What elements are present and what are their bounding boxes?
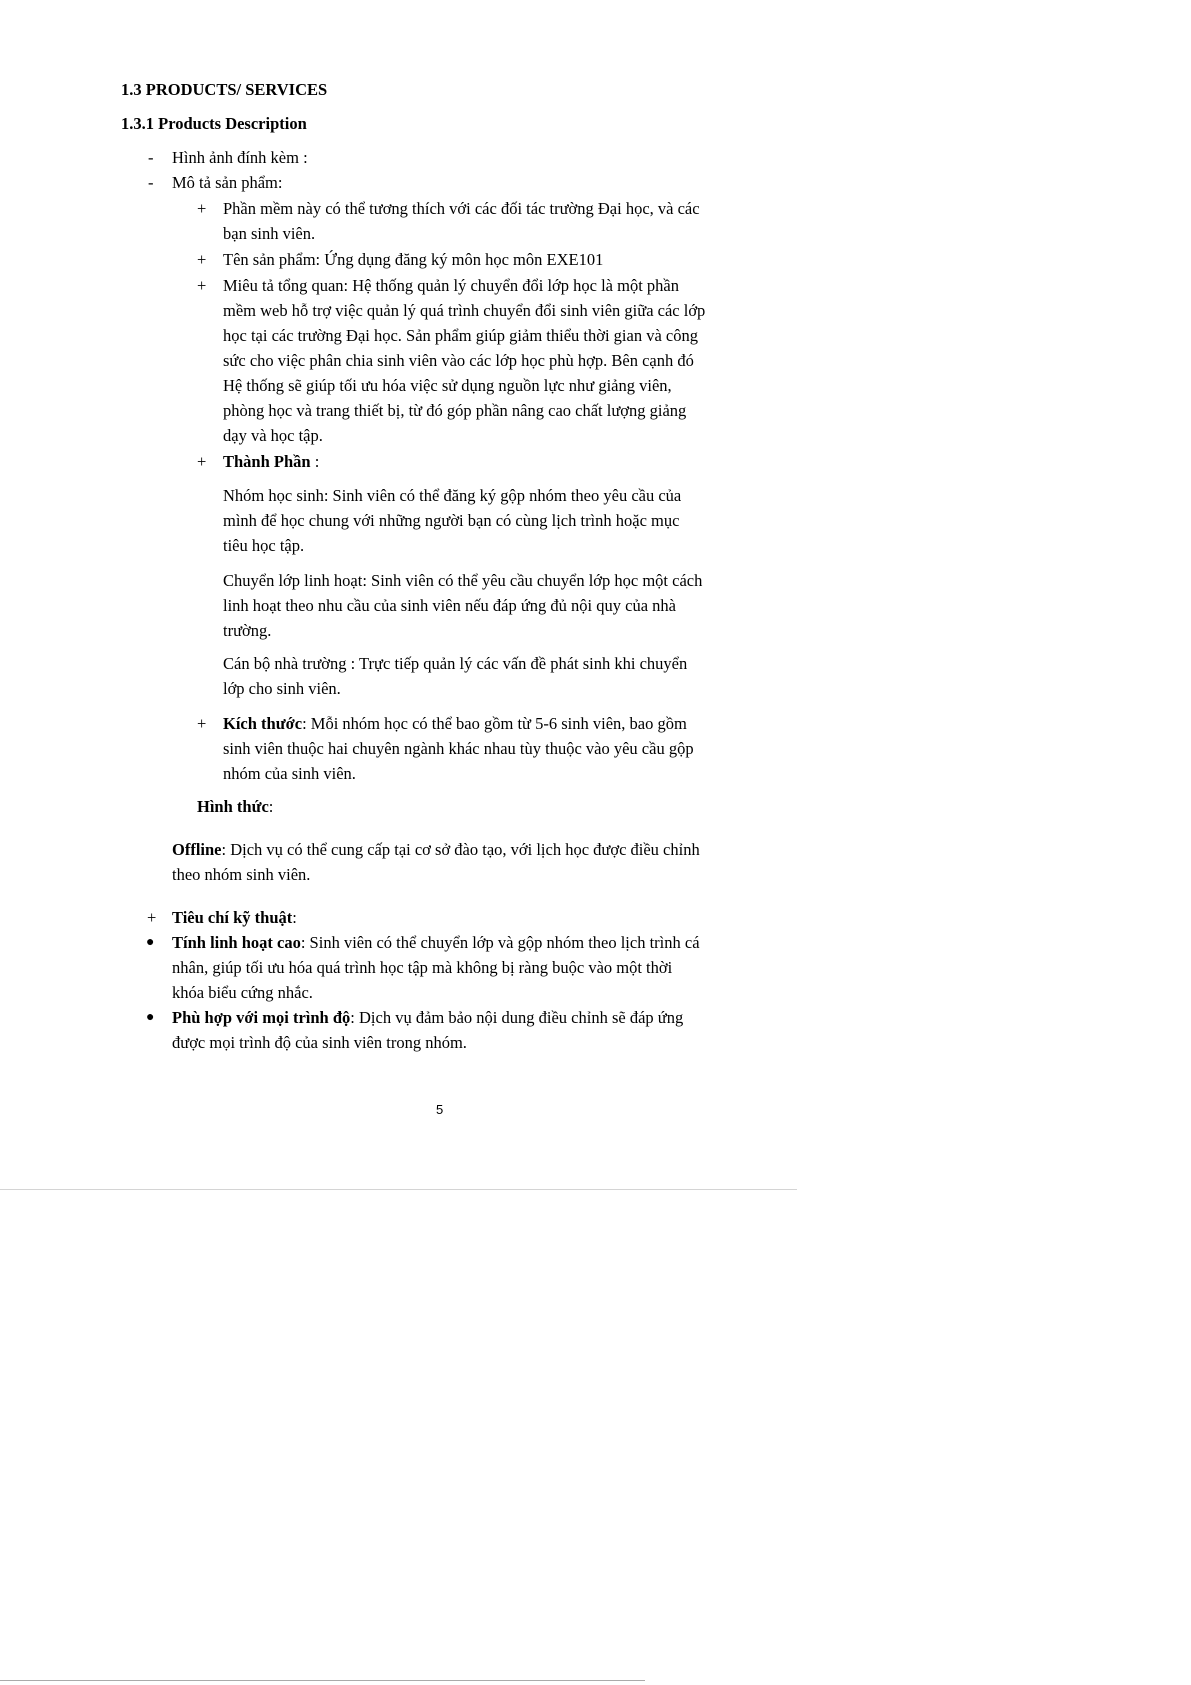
flex-line: nhân, giúp tối ưu hóa quá trình học tập mà không bị ràng buộc vào một thời	[172, 958, 673, 977]
criteria-heading: Tiêu chí kỹ thuật:	[172, 908, 297, 927]
switch-line: trường.	[223, 621, 272, 640]
plus-marker: +	[197, 250, 207, 269]
compat-line: Phần mềm này có thể tương thích với các đối tác trường Đại học, và các	[223, 199, 700, 218]
plus-marker: +	[197, 199, 207, 218]
section-heading: 1.3 PRODUCTS/ SERVICES	[121, 80, 328, 99]
fit-line: được mọi trình độ của sinh viên trong nhóm.	[172, 1033, 467, 1052]
product-name: Tên sản phẩm: Ứng dụng đăng ký môn học môn EXE101	[223, 250, 604, 269]
item-description: Mô tả sản phẩm:	[172, 173, 283, 192]
components-suffix: :	[310, 452, 320, 471]
form-label: Hình thức	[197, 797, 269, 816]
offline-label: Offline	[172, 840, 222, 859]
page-number: 5	[436, 1102, 444, 1117]
group-line: tiêu học tập.	[223, 536, 305, 555]
overview-line: Miêu tả tổng quan: Hệ thống quản lý chuyển đổi lớp học là một phần	[223, 276, 679, 295]
plus-marker: +	[197, 714, 207, 733]
item-images: Hình ảnh đính kèm :	[172, 148, 308, 167]
size-line: sinh viên thuộc hai chuyên ngành khác nhau tùy thuộc vào yêu cầu gộp	[223, 739, 694, 758]
bullet-marker: ●	[146, 1010, 155, 1025]
overview-line: Hệ thống sẽ giúp tối ưu hóa việc sử dụng nguồn lực như giảng viên,	[223, 376, 672, 395]
switch-line: linh hoạt theo nhu cầu của sinh viên nếu đáp ứng đủ nội quy của nhà	[223, 596, 676, 615]
page-separator	[0, 1680, 645, 1681]
page-separator	[0, 1189, 797, 1190]
size-line: Kích thước: Mỗi nhóm học có thể bao gồm từ 5-6 sinh viên, bao gồm	[223, 714, 687, 733]
flex-line: Tính linh hoạt cao: Sinh viên có thể chuyển lớp và gộp nhóm theo lịch trình cá	[172, 933, 700, 952]
group-line: mình để học chung với những người bạn có cùng lịch trình hoặc mục	[223, 511, 680, 530]
size-line: nhóm của sinh viên.	[223, 764, 356, 783]
plus-marker: +	[147, 908, 157, 927]
overview-line: mềm web hỗ trợ việc quản lý quá trình chuyển đổi sinh viên giữa các lớp	[223, 301, 706, 320]
overview-line: sức cho việc phân chia sinh viên vào các lớp học phù hợp. Bên cạnh đó	[223, 351, 694, 370]
fit-line: Phù hợp với mọi trình độ: Dịch vụ đảm bảo nội dung điều chỉnh sẽ đáp ứng	[172, 1008, 684, 1027]
subsection-heading: 1.3.1 Products Description	[121, 114, 307, 133]
overview-line: học tại các trường Đại học. Sản phẩm giúp giảm thiểu thời gian và công	[223, 326, 698, 345]
components-heading	[223, 452, 319, 472]
plus-marker: +	[197, 452, 207, 471]
dash-marker: -	[148, 173, 154, 192]
flex-line: khóa biểu cứng nhắc.	[172, 983, 313, 1002]
compat-line: bạn sinh viên.	[223, 224, 316, 243]
bullet-marker: ●	[146, 935, 155, 950]
form-heading: Hình thức:	[197, 797, 274, 816]
offline-line: Offline: Dịch vụ có thể cung cấp tại cơ sở đào tạo, với lịch học được điều chỉnh	[172, 840, 700, 859]
dash-marker: -	[148, 148, 154, 167]
staff-line: Cán bộ nhà trường : Trực tiếp quản lý các vấn đề phát sinh khi chuyển	[223, 654, 688, 673]
criteria-label: Tiêu chí kỹ thuật	[172, 908, 293, 927]
group-line: Nhóm học sinh: Sinh viên có thể đăng ký gộp nhóm theo yêu cầu của	[223, 486, 682, 505]
overview-line: phòng học và trang thiết bị, từ đó góp phần nâng cao chất lượng giảng	[223, 401, 687, 420]
flex-label: Tính linh hoạt cao	[172, 933, 301, 952]
switch-line: Chuyển lớp linh hoạt: Sinh viên có thể yêu cầu chuyển lớp học một cách	[223, 571, 703, 590]
components-label: Thành Phần	[223, 452, 311, 471]
fit-label: Phù hợp với mọi trình độ	[172, 1008, 351, 1027]
plus-marker: +	[197, 276, 207, 295]
overview-line: dạy và học tập.	[223, 426, 323, 445]
size-label: Kích thước	[223, 714, 303, 733]
offline-line: theo nhóm sinh viên.	[172, 865, 311, 884]
staff-line: lớp cho sinh viên.	[223, 679, 341, 698]
